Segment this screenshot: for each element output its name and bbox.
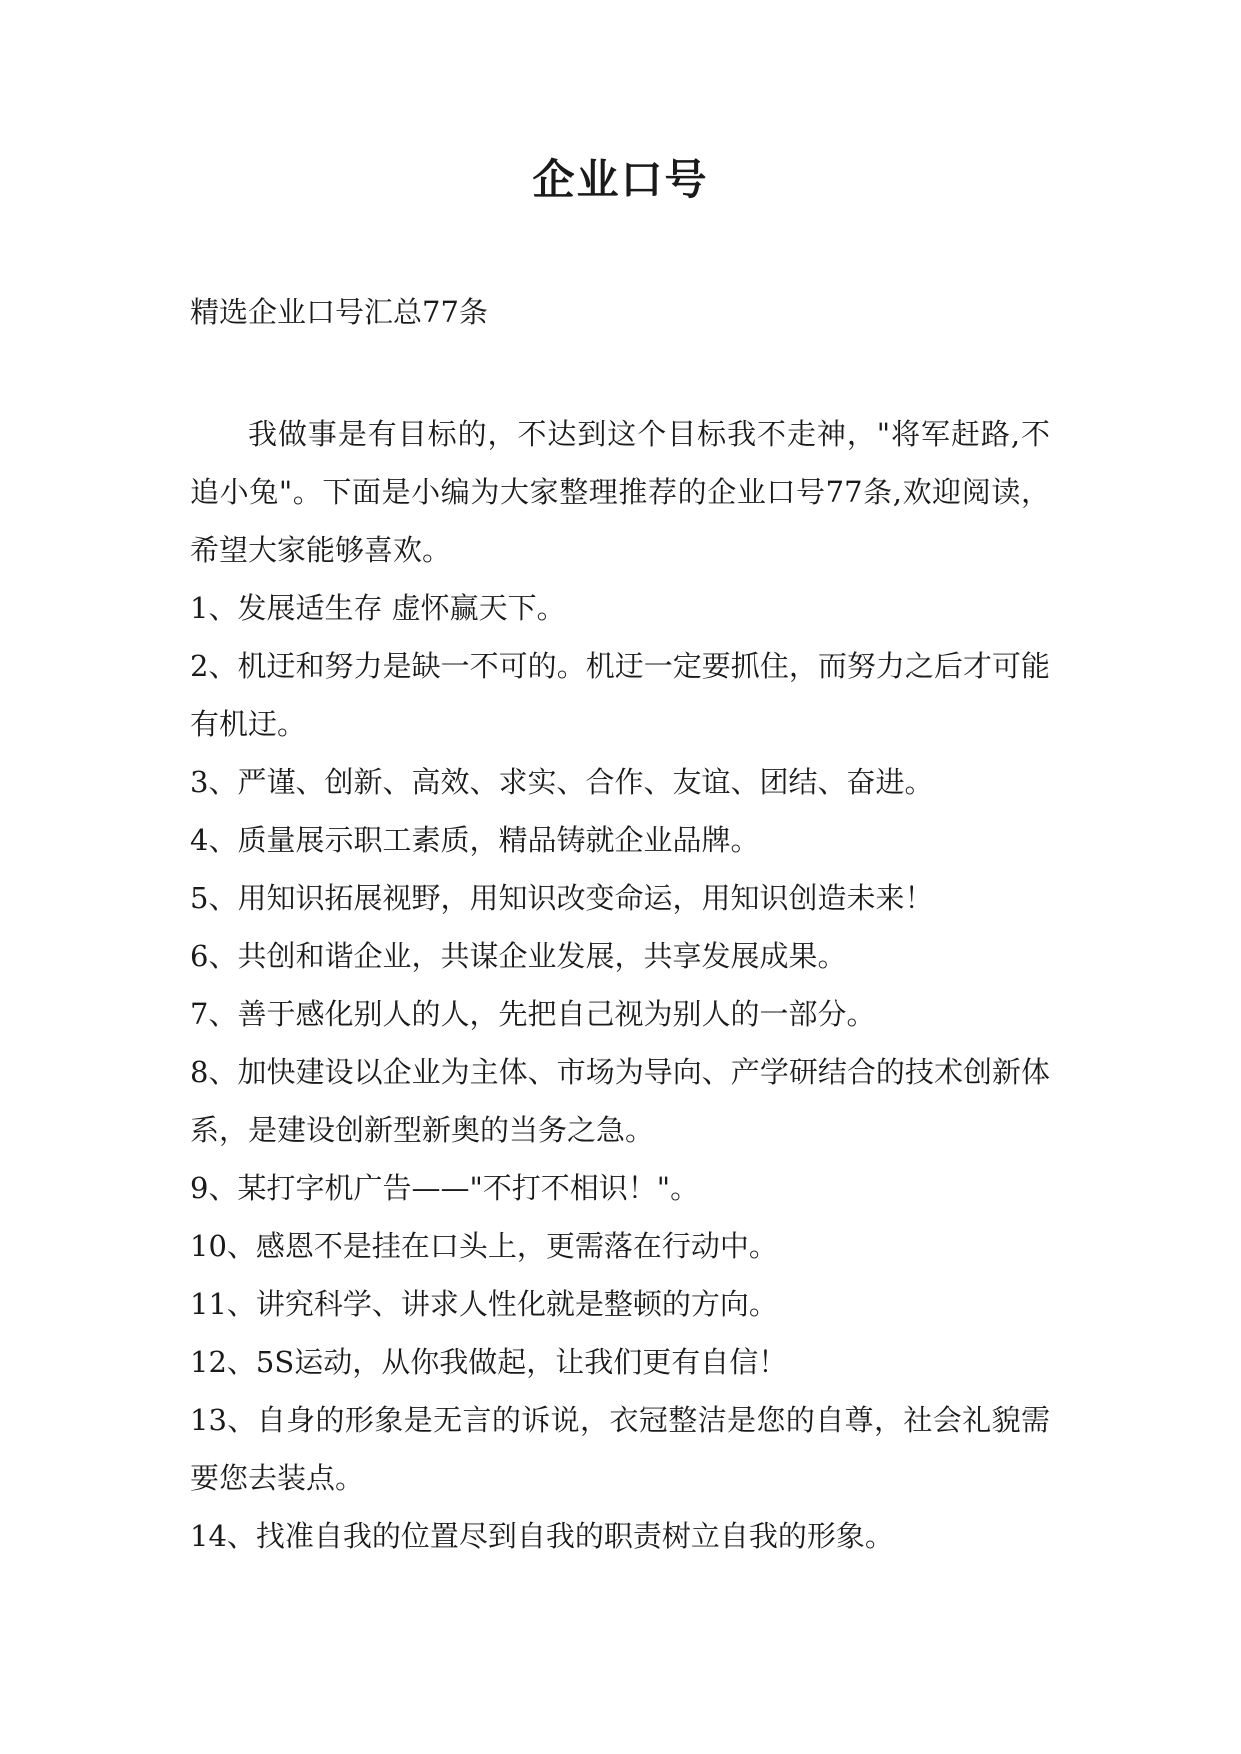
slogan-item: 13、自身的形象是无言的诉说，衣冠整洁是您的自尊，社会礼貌需要您去装点。 <box>190 1403 1050 1495</box>
slogan-item: 4、质量展示职工素质，精品铸就企业品牌。 <box>190 823 760 857</box>
slogan-item: 9、某打字机广告——"不打不相识！"。 <box>190 1171 700 1205</box>
intro-paragraph: 我做事是有目标的，不达到这个目标我不走神，"将军赶路,不追小兔"。下面是小编为大家整理推荐的企业口号77条,欢迎阅读，希望大家能够喜欢。 <box>190 417 1050 567</box>
slogan-item: 14、找准自我的位置尽到自我的职责树立自我的形象。 <box>190 1519 894 1553</box>
slogan-item: 10、感恩不是挂在口头上，更需落在行动中。 <box>190 1229 778 1263</box>
slogan-item: 6、共创和谐企业，共谋企业发展，共享发展成果。 <box>190 939 847 973</box>
slogan-item: 12、5S运动，从你我做起，让我们更有自信！ <box>190 1345 788 1379</box>
slogan-item: 2、机迂和努力是缺一不可的。机迂一定要抓住，而努力之后才可能有机迂。 <box>190 649 1050 741</box>
document-subtitle: 精选企业口号汇总77条 <box>190 295 488 329</box>
slogan-item: 5、用知识拓展视野，用知识改变命运，用知识创造未来！ <box>190 881 934 915</box>
document-body <box>190 405 1050 1565</box>
document-title: 企业口号 <box>532 155 709 204</box>
slogan-item: 11、讲究科学、讲求人性化就是整顿的方向。 <box>190 1287 778 1321</box>
slogan-item: 1、发展适生存 虚怀赢天下。 <box>190 591 566 625</box>
slogan-item: 8、加快建设以企业为主体、市场为导向、产学研结合的技术创新体系，是建设创新型新奥的当务之急。 <box>190 1055 1050 1147</box>
slogan-item: 7、善于感化别人的人，先把自己视为别人的一部分。 <box>190 997 876 1031</box>
slogan-item: 3、严谨、创新、高效、求实、合作、友谊、团结、奋进。 <box>190 765 934 799</box>
